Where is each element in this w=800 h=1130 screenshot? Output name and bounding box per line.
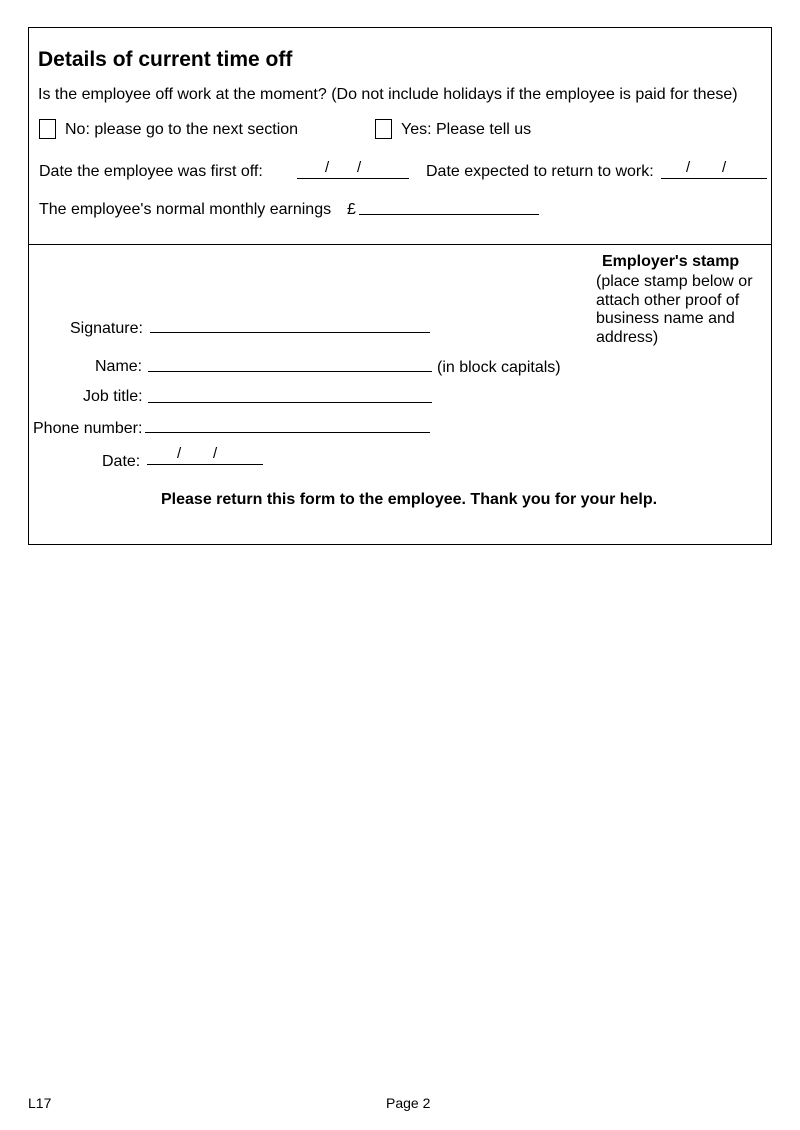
signature-label: Signature: [70, 320, 143, 337]
page-number: Page 2 [386, 1095, 431, 1111]
name-line [148, 371, 432, 372]
no-checkbox[interactable] [39, 119, 56, 139]
section-divider [29, 244, 771, 245]
job-title-field[interactable] [148, 383, 432, 403]
currency-symbol: £ [347, 201, 356, 218]
date-separator: / [177, 445, 182, 462]
date-label: Date: [102, 453, 141, 470]
first-off-date-field[interactable] [297, 158, 409, 180]
date-separator: / [325, 159, 330, 176]
name-field[interactable] [148, 352, 432, 372]
date-field[interactable] [147, 444, 263, 466]
first-off-label: Date the employee was first off: [39, 163, 263, 180]
date-line [147, 464, 263, 465]
closing-note: Please return this form to the employee. Thank you for your help. [161, 491, 658, 508]
job-title-label: Job title: [83, 388, 143, 405]
no-option-label: No: please go to the next section [65, 121, 299, 138]
date-separator: / [722, 159, 727, 176]
earnings-field[interactable] [359, 196, 539, 216]
phone-label: Phone number: [33, 420, 143, 437]
date-separator: / [213, 445, 218, 462]
return-date-field[interactable] [661, 158, 767, 180]
yes-option-label: Please tell us [436, 121, 532, 138]
stamp-description: (place stamp below or attach other proof of business name and address) [596, 273, 753, 346]
question-text: Is the employee off work at the moment? (Do not include holidays if the employee is paid for these) [38, 86, 738, 103]
block-capitals-note: (in block capitals) [437, 359, 561, 376]
signature-line [150, 332, 430, 333]
date-separator: / [686, 159, 691, 176]
earnings-line [359, 214, 539, 215]
form-code: L17 [28, 1095, 52, 1111]
stamp-title: Employer's stamp [602, 253, 740, 270]
name-label: Name: [95, 358, 143, 375]
return-date-line [661, 178, 767, 179]
section-title: Details of current time off [38, 48, 293, 71]
first-off-date-line [297, 178, 409, 179]
time-off-form [28, 27, 772, 545]
job-title-line [148, 402, 432, 403]
return-date-label: Date expected to return to work: [426, 163, 654, 180]
yes-checkbox[interactable] [375, 119, 392, 139]
phone-field[interactable] [145, 414, 430, 434]
date-separator: / [357, 159, 362, 176]
yes-option-prefix: Yes: [401, 121, 432, 138]
signature-field[interactable] [150, 314, 430, 334]
phone-line [145, 432, 430, 433]
earnings-label: The employee's normal monthly earnings [39, 201, 332, 218]
